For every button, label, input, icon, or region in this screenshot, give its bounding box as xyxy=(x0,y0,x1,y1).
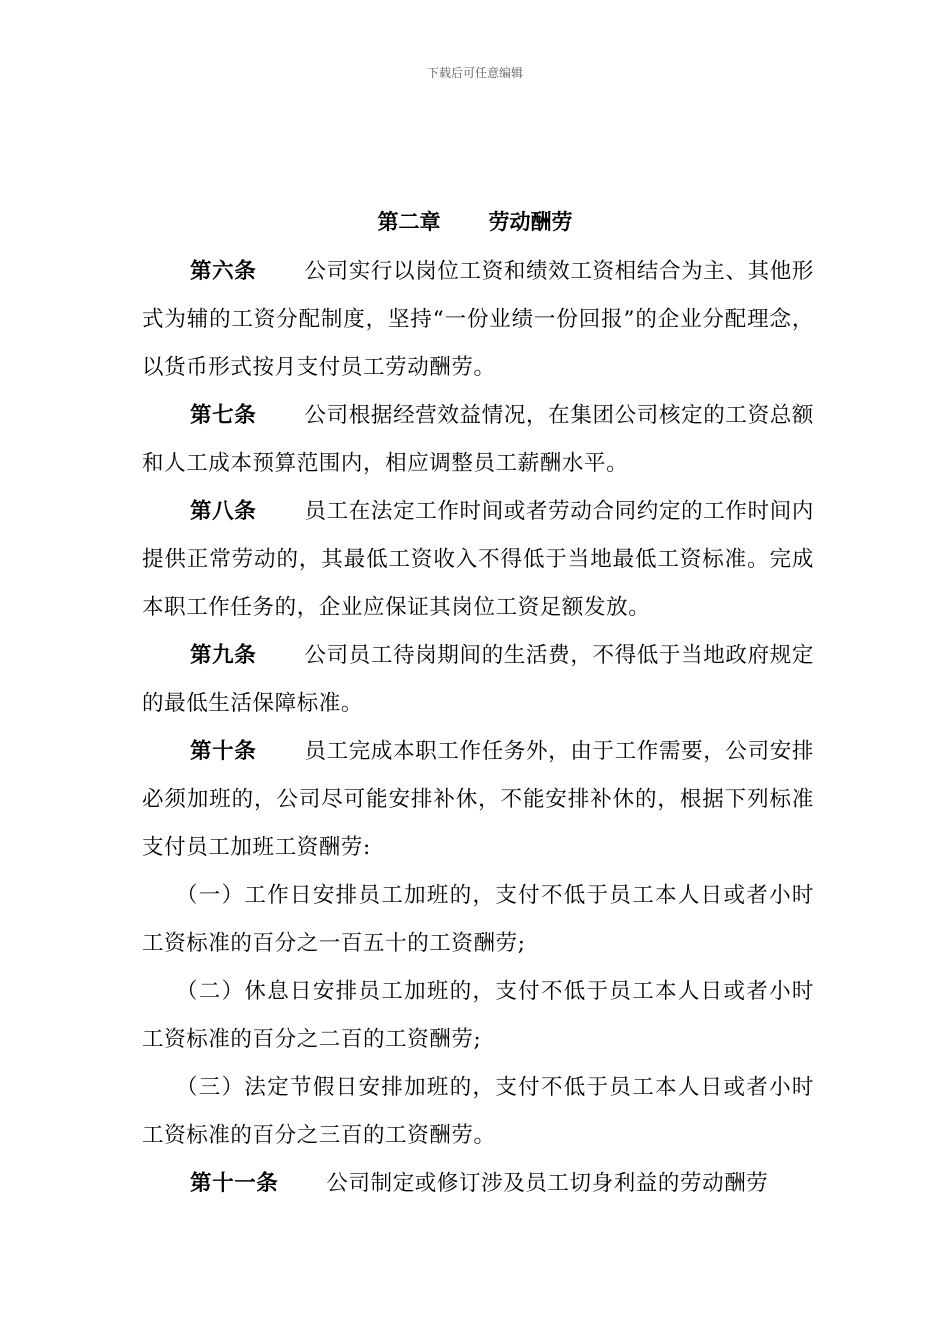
article-10 xyxy=(142,728,814,872)
list-item: （二）休息日安排员工加班的，支付不低于员工本人日或者小时工资标准的百分之二百的工资酬劳; xyxy=(142,979,814,1052)
article-9 xyxy=(142,632,814,728)
article-text: 公司员工待岗期间的生活费，不得低于当地政府规定的最低生活保障标准。 xyxy=(142,643,814,716)
article-label: 第十条 xyxy=(190,739,257,764)
article-text: 员工完成本职工作任务外，由于工作需要，公司安排必须加班的，公司尽可能安排补休，不能安排补休的，根据下列标准支付员工加班工资酬劳: xyxy=(142,739,814,860)
article-11 xyxy=(142,1160,814,1208)
chapter-number: 第二章 xyxy=(377,210,441,234)
chapter-title: 劳动酬劳 xyxy=(488,210,573,234)
article-label: 第八条 xyxy=(190,499,257,524)
article-7 xyxy=(142,392,814,488)
list-item: （一）工作日安排员工加班的，支付不低于员工本人日或者小时工资标准的百分之一百五十的工资酬劳; xyxy=(142,883,814,956)
article-8 xyxy=(142,488,814,632)
article-label: 第九条 xyxy=(190,643,257,668)
list-item: （三）法定节假日安排加班的，支付不低于员工本人日或者小时工资标准的百分之三百的工资酬劳。 xyxy=(142,1075,814,1148)
article-text: 公司制定或修订涉及员工切身利益的劳动酬劳 xyxy=(326,1171,769,1196)
document-body xyxy=(142,248,814,1208)
article-label: 第七条 xyxy=(190,403,257,428)
article-text: 公司根据经营效益情况，在集团公司核定的工资总额和人工成本预算范围内，相应调整员工薪酬水平。 xyxy=(142,403,814,476)
article-label: 第六条 xyxy=(190,259,257,284)
article-label: 第十一条 xyxy=(190,1171,279,1196)
article-6 xyxy=(142,248,814,392)
chapter-heading xyxy=(0,206,950,236)
article-text: 员工在法定工作时间或者劳动合同约定的工作时间内提供正常劳动的，其最低工资收入不得低于当地最低工资标准。完成本职工作任务的，企业应保证其岗位工资足额发放。 xyxy=(142,499,814,620)
article-text: 公司实行以岗位工资和绩效工资相结合为主、其他形式为辅的工资分配制度，坚持“一份业绩一份回报”的企业分配理念，以货币形式按月支付员工劳动酬劳。 xyxy=(142,259,814,380)
page-header: 下载后可任意编辑 xyxy=(426,66,523,80)
